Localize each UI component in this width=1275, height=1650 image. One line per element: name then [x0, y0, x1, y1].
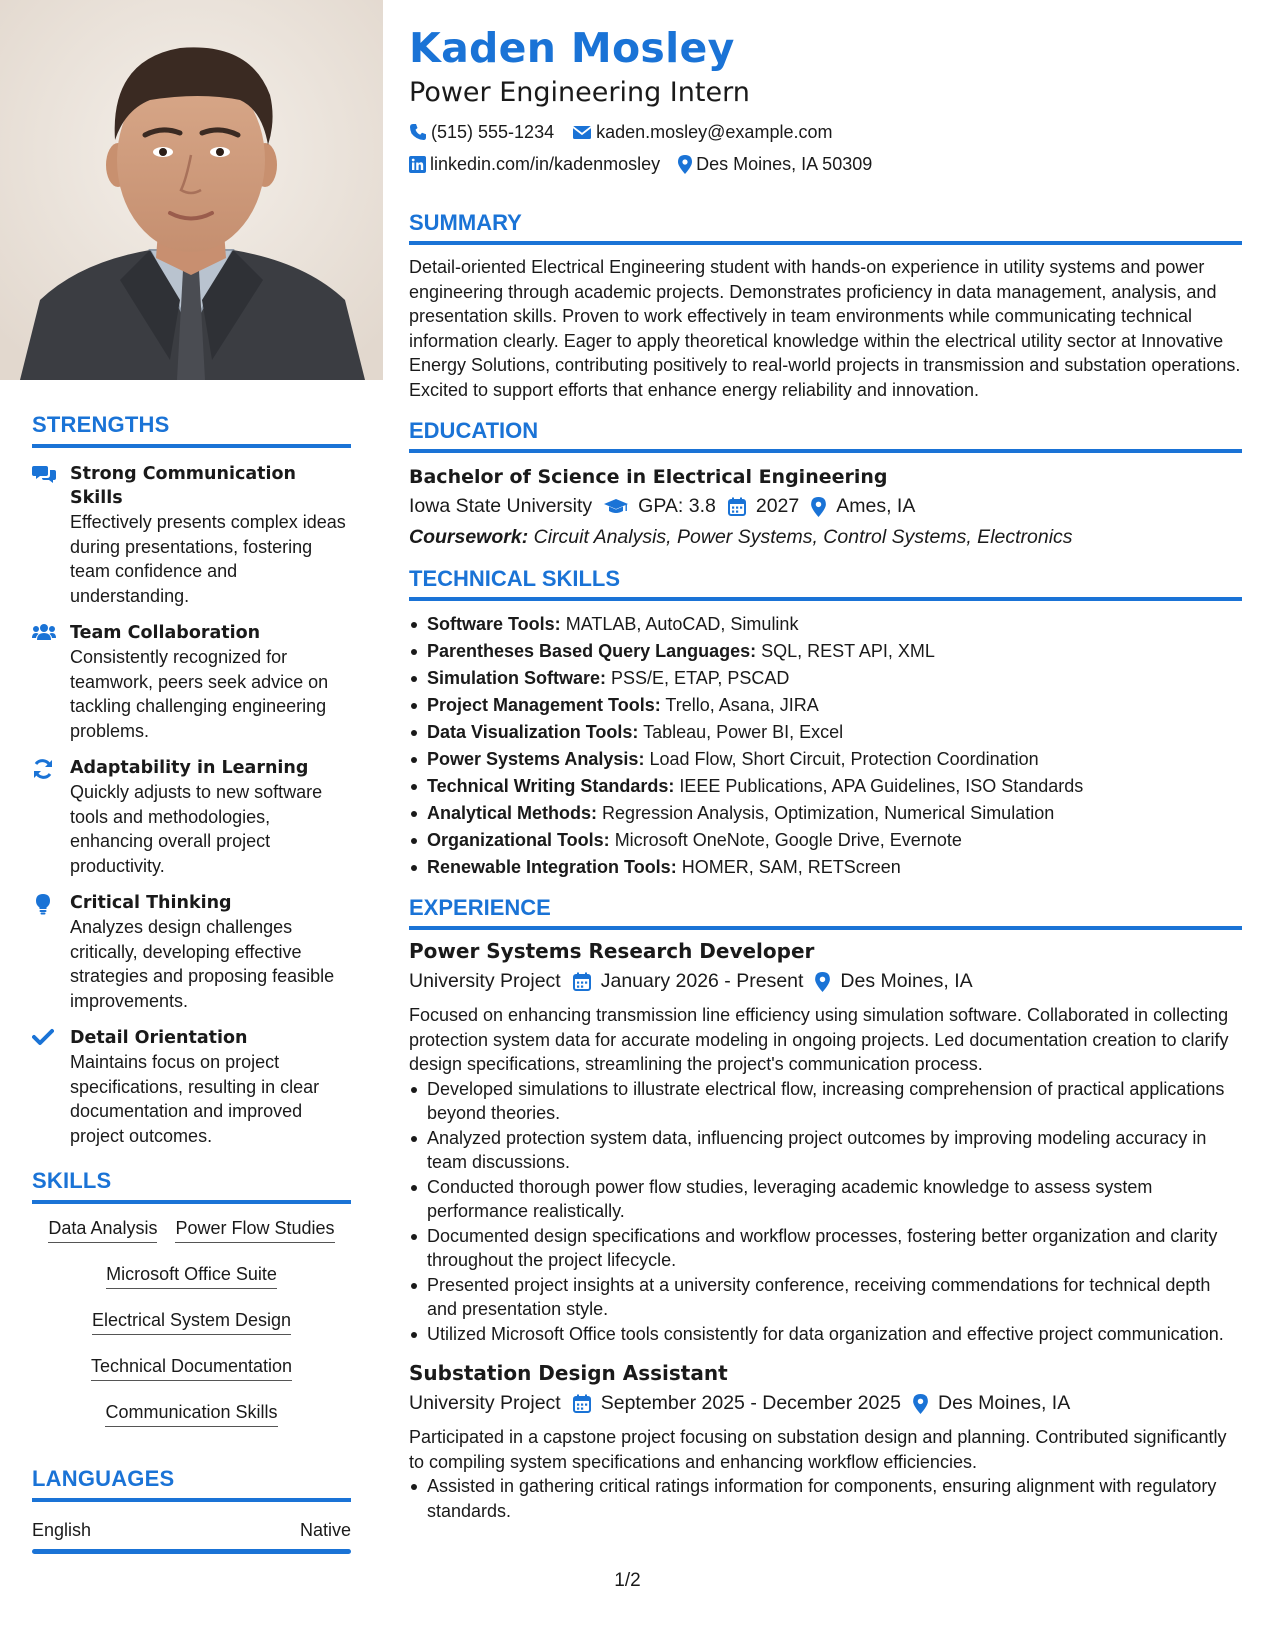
tech-skill-label: Software Tools: — [427, 614, 561, 634]
coursework-value: Circuit Analysis, Power Systems, Control Systems, Electronics — [533, 526, 1073, 548]
location-text: Des Moines, IA 50309 — [696, 153, 873, 174]
list-item — [409, 746, 1242, 773]
experience-description: Focused on enhancing transmission line efficiency using simulation software. Collaborated in collecting protection system data for accurate modeling in ongoing projects. Led documentation creation to clarify design specifications, streamlining the project's communication process. — [409, 1005, 1229, 1074]
check-icon — [32, 1028, 54, 1046]
calendar-icon — [573, 972, 591, 991]
map-pin-icon — [815, 972, 830, 992]
education-meta — [409, 491, 1242, 522]
strength-item — [32, 891, 351, 1013]
right-column — [409, 20, 1242, 1523]
tech-skill-value: IEEE Publications, APA Guidelines, ISO Standards — [679, 776, 1084, 796]
skills-list — [32, 1210, 351, 1440]
strength-title: Team Collaboration — [70, 623, 261, 643]
tech-skill-value: HOMER, SAM, RETScreen — [681, 857, 901, 877]
lightbulb-icon — [32, 893, 54, 915]
tech-skill-label: Analytical Methods: — [427, 803, 598, 823]
strength-title: Adaptability in Learning — [70, 758, 309, 778]
page-number-text: 1/2 — [614, 1570, 641, 1591]
linkedin-text[interactable]: linkedin.com/in/kadenmosley — [430, 153, 661, 174]
language-row — [32, 1520, 351, 1549]
list-item: Developed simulations to illustrate electrical flow, increasing comprehension of practical applications beyond theories. — [409, 1077, 1242, 1126]
experience-org: University Project — [409, 970, 561, 992]
list-item — [409, 692, 1242, 719]
technical-skills-list — [409, 611, 1242, 881]
page-number — [0, 1570, 1275, 1592]
contact-info — [409, 116, 1242, 180]
list-item — [409, 854, 1242, 881]
experience-entry — [409, 936, 1242, 1346]
refresh-icon — [32, 758, 54, 780]
tech-skill-label: Simulation Software: — [427, 668, 607, 688]
tech-skill-value: Trello, Asana, JIRA — [665, 695, 819, 715]
language-name: English — [32, 1520, 92, 1540]
tech-skill-value: MATLAB, AutoCAD, Simulink — [565, 614, 799, 634]
experience-org: University Project — [409, 1392, 561, 1414]
experience-meta — [409, 966, 1242, 997]
skill-tag: Technical Documentation — [91, 1354, 292, 1381]
summary-heading: SUMMARY — [409, 210, 1242, 245]
tech-skill-label: Renewable Integration Tools: — [427, 857, 677, 877]
list-item: Presented project insights at a university conference, receiving commendations for technical depth and presentation style. — [409, 1273, 1242, 1322]
tech-skill-value: SQL, REST API, XML — [761, 641, 935, 661]
email-contact[interactable] — [572, 122, 832, 143]
strength-item — [32, 1026, 351, 1148]
strength-title: Strong Communication Skills — [70, 464, 296, 508]
skills-heading: SKILLS — [32, 1168, 351, 1204]
phone-icon — [409, 123, 427, 141]
language-level-bar — [32, 1549, 351, 1554]
strength-title: Detail Orientation — [70, 1028, 248, 1048]
comments-icon — [32, 464, 56, 484]
technical-skills-heading: TECHNICAL SKILLS — [409, 566, 1242, 601]
summary-text: Detail-oriented Electrical Engineering student with hands-on experience in utility systems and power engineering through academic projects. Demonstrates proficiency in data management, analysis, and presentation skills. Proven to work effectively in team environments while communicating technical information clearly. Eager to apply theoretical knowledge within the electrical utility sector at Innovative Energy Solutions, contributing positively to real-world projects in transmission and substation operations. Excited to support efforts that enhance energy reliability and innovation. — [409, 257, 1241, 400]
linkedin-contact[interactable] — [409, 154, 660, 175]
list-item: Conducted thorough power flow studies, leveraging academic knowledge to assess system performance realistically. — [409, 1175, 1242, 1224]
experience-dates: September 2025 - December 2025 — [600, 1392, 901, 1414]
coursework-label: Coursework: — [409, 526, 529, 548]
list-item — [409, 800, 1242, 827]
education-gpa: GPA: 3.8 — [638, 495, 716, 517]
strength-title: Critical Thinking — [70, 893, 232, 913]
tech-skill-value: Load Flow, Short Circuit, Protection Coordination — [649, 749, 1039, 769]
portrait-illustration — [0, 0, 383, 380]
education-coursework — [409, 522, 1242, 552]
education-degree: Bachelor of Science in Electrical Engineering — [409, 466, 888, 488]
list-item — [409, 773, 1242, 800]
strength-item — [32, 621, 351, 743]
tech-skill-label: Technical Writing Standards: — [427, 776, 675, 796]
list-item — [409, 665, 1242, 692]
list-item — [409, 827, 1242, 854]
job-title: Power Engineering Intern — [409, 77, 750, 108]
location-contact — [678, 154, 872, 175]
left-column — [0, 0, 383, 1650]
experience-location: Des Moines, IA — [937, 1392, 1071, 1414]
experience-title: Substation Design Assistant — [409, 1361, 728, 1385]
phone-text: (515) 555-1234 — [431, 121, 555, 142]
tech-skill-value: PSS/E, ETAP, PSCAD — [611, 668, 790, 688]
list-item: Documented design specifications and workflow processes, fostering better organization and clarity throughout the project lifecycle. — [409, 1224, 1242, 1273]
education-year: 2027 — [755, 495, 800, 517]
map-pin-icon — [678, 155, 692, 174]
experience-description: Participated in a capstone project focusing on substation design and planning. Contributed significantly to compiling system specifications and enhancing workflow efficiencies. — [409, 1427, 1227, 1472]
list-item — [409, 611, 1242, 638]
strength-desc: Consistently recognized for teamwork, peers seek advice on tackling challenging engineering problems. — [70, 647, 329, 741]
experience-heading: EXPERIENCE — [409, 895, 1242, 930]
calendar-icon — [573, 1394, 591, 1413]
strength-item — [32, 462, 351, 608]
experience-bullets — [409, 1474, 1242, 1523]
candidate-name: Kaden Mosley — [409, 24, 735, 72]
tech-skill-value: Regression Analysis, Optimization, Numerical Simulation — [602, 803, 1055, 823]
calendar-icon — [728, 497, 746, 516]
strengths-list — [32, 462, 351, 1148]
list-item: Utilized Microsoft Office tools consistently for data organization and effective project communication. — [409, 1322, 1242, 1347]
experience-meta — [409, 1388, 1242, 1419]
experience-bullets — [409, 1077, 1242, 1347]
strength-desc: Maintains focus on project specifications, resulting in clear documentation and improved project outcomes. — [70, 1052, 320, 1146]
tech-skill-label: Power Systems Analysis: — [427, 749, 645, 769]
email-text[interactable]: kaden.mosley@example.com — [596, 121, 833, 142]
list-item — [409, 638, 1242, 665]
tech-skill-label: Organizational Tools: — [427, 830, 610, 850]
left-content — [32, 412, 351, 1554]
tech-skill-value: Tableau, Power BI, Excel — [643, 722, 844, 742]
skill-tag: Communication Skills — [105, 1400, 277, 1427]
linkedin-icon — [409, 156, 426, 173]
language-level: Native — [299, 1520, 351, 1540]
experience-dates: January 2026 - Present — [600, 970, 804, 992]
experience-title: Power Systems Research Developer — [409, 939, 815, 963]
education-heading: EDUCATION — [409, 418, 1242, 453]
strength-item — [32, 756, 351, 878]
strengths-heading: STRENGTHS — [32, 412, 351, 448]
list-item: Analyzed protection system data, influencing project outcomes by improving modeling accuracy in team discussions. — [409, 1126, 1242, 1175]
users-icon — [32, 623, 56, 641]
tech-skill-label: Parentheses Based Query Languages: — [427, 641, 757, 661]
education-school: Iowa State University — [409, 495, 593, 517]
list-item: Assisted in gathering critical ratings information for components, ensuring alignment with regulatory standards. — [409, 1474, 1242, 1523]
profile-photo — [0, 0, 383, 380]
experience-entry — [409, 1358, 1242, 1523]
skill-tag: Data Analysis — [48, 1216, 157, 1243]
envelope-icon — [572, 124, 592, 140]
tech-skill-label: Data Visualization Tools: — [427, 722, 639, 742]
phone-contact — [409, 122, 554, 143]
graduation-cap-icon — [604, 498, 628, 516]
strength-desc: Effectively presents complex ideas during presentations, fostering team confidence and understanding. — [70, 512, 346, 606]
strength-desc: Analyzes design challenges critically, developing effective strategies and proposing feasible improvements. — [70, 917, 335, 1011]
skill-tag: Electrical System Design — [92, 1308, 291, 1335]
skill-tag: Power Flow Studies — [175, 1216, 334, 1243]
skill-tag: Microsoft Office Suite — [106, 1262, 277, 1289]
tech-skill-label: Project Management Tools: — [427, 695, 661, 715]
tech-skill-value: Microsoft OneNote, Google Drive, Evernote — [614, 830, 962, 850]
education-location: Ames, IA — [836, 495, 916, 517]
list-item — [409, 719, 1242, 746]
map-pin-icon — [913, 1394, 928, 1414]
map-pin-icon — [811, 497, 826, 517]
languages-heading: LANGUAGES — [32, 1466, 351, 1502]
strength-desc: Quickly adjusts to new software tools and methodologies, enhancing overall project productivity. — [70, 782, 323, 876]
experience-location: Des Moines, IA — [840, 970, 973, 992]
